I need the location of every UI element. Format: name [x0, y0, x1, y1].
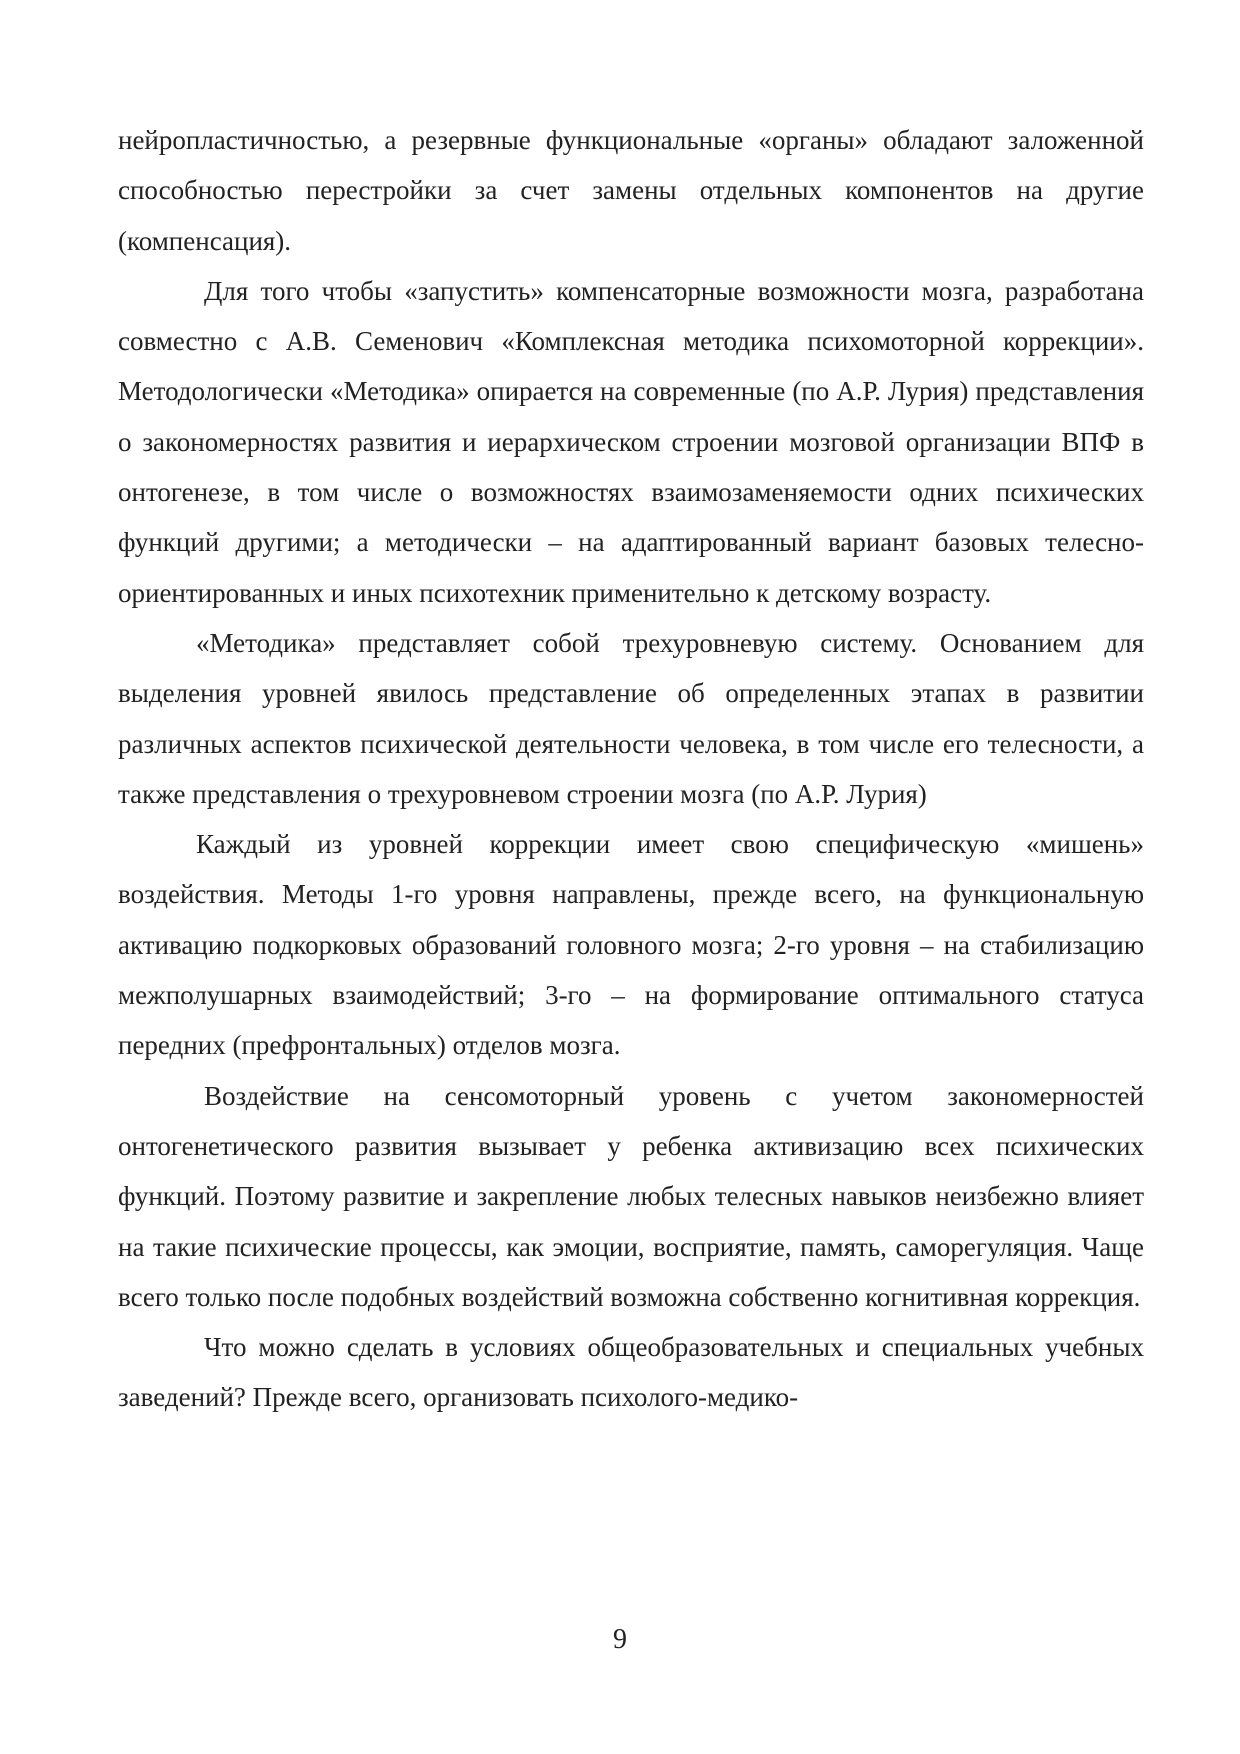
page-body — [118, 115, 1144, 1423]
paragraph-sensorimotor-impact: Воздействие на сенсомоторный уровень с учетом закономерностей онтогенетического развития вызывает у ребенка активизацию всех психических функций. Поэтому развитие и закрепление любых телесных навыков неизбежно влияет на такие психические процессы, как эмоции, восприятие, память, саморегуляция. Чаще всего только после подобных воздействий возможна собственно когнитивная коррекция. — [118, 1080, 1144, 1312]
paragraph-school-question: Что можно сделать в условиях общеобразовательных и специальных учебных заведений? Прежде всего, организовать психолого-медико- — [118, 1332, 1144, 1413]
paragraph-three-level-system: «Методика» представляет собой трехуровневую систему. Основанием для выделения уровней явилось представление об определенных этапах в развитии различных аспектов психической деятельности человека, в том числе его телесности, а также представления о трехуровневом строении мозга (по А.Р. Лурия) — [118, 627, 1144, 809]
paragraph-correction-levels: Каждый из уровней коррекции имеет свою специфическую «мишень» воздействия. Методы 1-го уровня направлены, прежде всего, на функциональную активацию подкорковых образований головного мозга; 2-го уровня – на стабилизацию межполушарных взаимодействий; 3-го – на формирование оптимального статуса передних (префронтальных) отделов мозга. — [118, 829, 1144, 1061]
page-number: 9 — [613, 1624, 627, 1655]
paragraph-continuation: нейропластичностью, а резервные функциональные «органы» обладают заложенной способностью перестройки за счет замены отдельных компонентов на другие (компенсация). — [118, 125, 1144, 256]
paragraph-methodology-intro: Для того чтобы «запустить» компенсаторные возможности мозга, разработана совместно с А.В. Семенович «Комплексная методика психомоторной коррекции». Методологически «Методика» опирается на современные (по А.Р. Лурия) представления о закономерностях развития и иерархическом строении мозговой организации ВПФ в онтогенезе, в том числе о возможностях взаимозаменяемости одних психических функций другими; а методически – на адаптированный вариант базовых телесно-ориентированных и иных психотехник применительно к детскому возрасту. — [118, 275, 1144, 608]
